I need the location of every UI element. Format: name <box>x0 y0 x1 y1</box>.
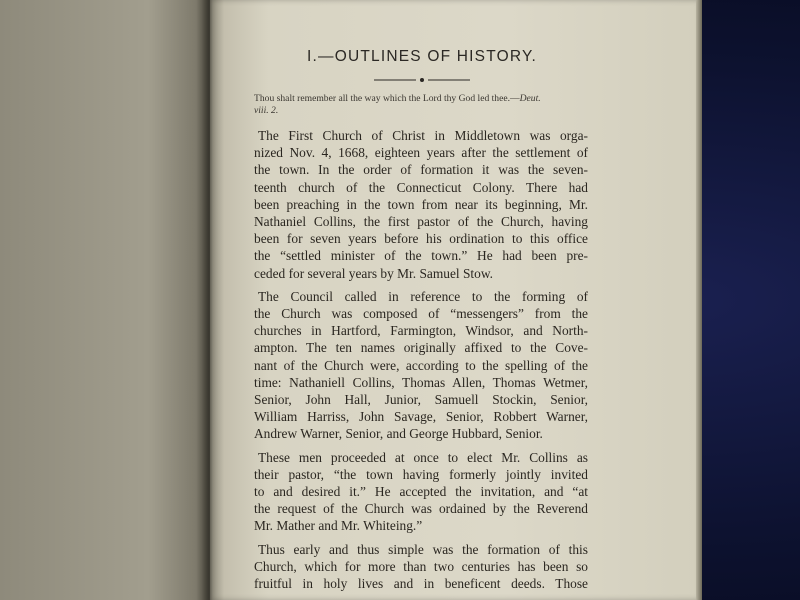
epigraph-text: Thou shalt remember all the way which the Lord thy God led thee.— <box>254 93 520 104</box>
text-line: their pastor, “the town having formerly jointly invited <box>254 466 588 482</box>
body-text <box>254 127 588 592</box>
text-line: ceded for several years by Mr. Samuel Stow. <box>254 265 493 281</box>
paragraph <box>254 127 588 282</box>
text-line: the Church was composed of “messengers” from the <box>254 306 588 322</box>
paragraph <box>254 449 588 535</box>
text-line: Andrew Warner, Senior, and George Hubbard, Senior. <box>254 426 543 442</box>
text-line: to and desired it.” He accepted the invitation, and “at <box>254 484 588 500</box>
epigraph <box>254 93 584 117</box>
text-line: The Council called in reference to the forming of <box>258 288 588 304</box>
text-line: churches in Hartford, Farmington, Windsor, and North- <box>254 323 588 339</box>
page-edge <box>696 0 702 600</box>
text-line: Thus early and thus simple was the formation of this <box>258 541 588 557</box>
text-line: William Harriss, John Savage, Senior, Robbert Warner, <box>254 409 588 425</box>
text-line: teenth church of the Connecticut Colony. There had <box>254 179 588 195</box>
text-line: Mr. Mather and Mr. Whiteing.” <box>254 518 423 534</box>
text-line: Nathaniel Collins, the first pastor of the Church, having <box>254 214 588 230</box>
text-line: These men proceeded at once to elect Mr. Collins as <box>258 449 588 465</box>
text-line: nized Nov. 4, 1668, eighteen years after the settlement of <box>254 145 588 161</box>
ornament-divider-icon <box>372 76 472 84</box>
book-gutter <box>196 0 224 600</box>
text-line: ampton. The ten names originally affixed to the Cove- <box>254 340 588 356</box>
text-line: Church, which for more than two centuries has been so <box>254 558 588 574</box>
epigraph-citation-verse: viii. 2. <box>254 105 279 116</box>
paragraph <box>254 541 588 593</box>
text-line: time: Nathaniell Collins, Thomas Allen, Thomas Wetmer, <box>254 374 588 390</box>
text-line: the “settled minister of the town.” He had been pre- <box>254 248 588 264</box>
text-line: The First Church of Christ in Middletown was orga- <box>258 128 588 143</box>
epigraph-citation: Deut. <box>519 93 541 104</box>
text-line: nant of the Church were, according to the spelling of the <box>254 357 588 373</box>
text-line: been for seven years before his ordination to this office <box>254 231 588 247</box>
text-line: fruitful in holy lives and in beneficent deeds. Those <box>254 576 588 592</box>
text-line: the town. In the order of formation it was the seven- <box>254 162 588 178</box>
chapter-title: I.—OUTLINES OF HISTORY. <box>306 48 537 65</box>
text-line: Senior, John Hall, Junior, Samuell Stockin, Senior, <box>254 392 588 408</box>
paragraph <box>254 288 588 443</box>
left-facing-page <box>0 0 212 600</box>
text-line: been preaching in the town from near its beginning, Mr. <box>254 196 588 212</box>
text-line: the request of the Church was ordained by the Reverend <box>254 501 588 517</box>
